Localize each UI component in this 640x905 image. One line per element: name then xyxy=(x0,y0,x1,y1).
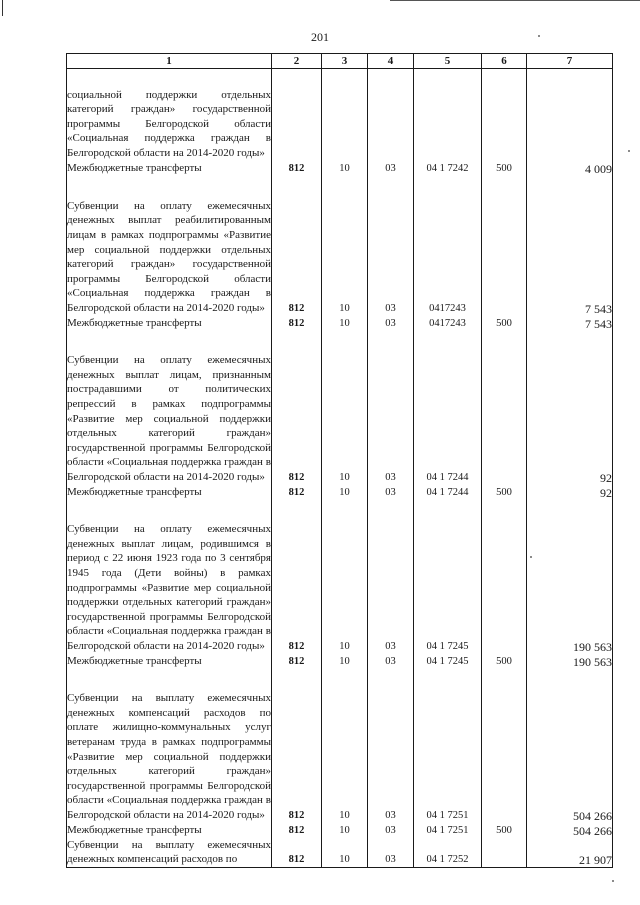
cell-subsection xyxy=(368,69,414,161)
cell-section: 10 xyxy=(322,316,368,331)
scan-speck xyxy=(612,880,614,882)
cell-expense-type xyxy=(482,331,527,485)
cell-amount: 7 543 xyxy=(527,176,613,316)
table-row xyxy=(67,176,613,316)
table-row xyxy=(67,500,613,654)
cell-section xyxy=(322,69,368,161)
cell-subsection: 03 xyxy=(368,316,414,331)
cell-target-article: 0417243 xyxy=(414,316,482,331)
cell-code: 812 xyxy=(272,654,322,669)
row-description: Межбюджетные трансферты xyxy=(67,823,272,838)
cell-expense-type xyxy=(482,669,527,823)
cell-target-article: 04 1 7252 xyxy=(414,838,482,868)
cell-code: 812 xyxy=(272,331,322,485)
row-description: социальной поддержки отдельных категорий граждан» государственной программы Белгородской области «Социальная поддержка граждан в Белгородской области на 2014-2020 годы» xyxy=(67,69,272,161)
table-row xyxy=(67,331,613,485)
row-description: Межбюджетные трансферты xyxy=(67,485,272,500)
table-row xyxy=(67,485,613,500)
column-header: 2 xyxy=(272,54,322,69)
cell-section: 10 xyxy=(322,500,368,654)
cell-amount: 21 907 xyxy=(527,838,613,868)
cell-expense-type: 500 xyxy=(482,161,527,176)
cell-code: 812 xyxy=(272,161,322,176)
cell-expense-type xyxy=(482,176,527,316)
scan-edge-line xyxy=(390,0,640,1)
page-number: 201 xyxy=(311,30,329,44)
cell-code: 812 xyxy=(272,823,322,838)
cell-amount: 92 xyxy=(527,331,613,485)
cell-subsection: 03 xyxy=(368,669,414,823)
budget-table xyxy=(66,53,613,868)
cell-section: 10 xyxy=(322,669,368,823)
cell-code: 812 xyxy=(272,485,322,500)
cell-subsection: 03 xyxy=(368,161,414,176)
table-row xyxy=(67,654,613,669)
row-description: Субвенции на выплату ежемесячных денежных компенсаций расходов по оплате жилищно-коммунальных услуг ветеранам труда в рамках подпрограммы «Развитие мер социальной поддержки отдельных категорий граждан» государственной программы Белгородской области «Социальная поддержка граждан в Белгородской области на 2014-2020 годы» xyxy=(67,669,272,823)
cell-subsection: 03 xyxy=(368,838,414,868)
table-row xyxy=(67,316,613,331)
column-header: 6 xyxy=(482,54,527,69)
cell-amount: 190 563 xyxy=(527,500,613,654)
table-header-row xyxy=(67,54,613,69)
cell-code xyxy=(272,69,322,161)
row-description: Межбюджетные трансферты xyxy=(67,654,272,669)
cell-target-article: 0417243 xyxy=(414,176,482,316)
cell-section: 10 xyxy=(322,485,368,500)
cell-amount: 504 266 xyxy=(527,823,613,838)
cell-subsection: 03 xyxy=(368,500,414,654)
cell-code: 812 xyxy=(272,838,322,868)
cell-expense-type: 500 xyxy=(482,316,527,331)
cell-amount: 92 xyxy=(527,485,613,500)
cell-target-article: 04 1 7245 xyxy=(414,654,482,669)
row-description: Межбюджетные трансферты xyxy=(67,161,272,176)
cell-subsection: 03 xyxy=(368,823,414,838)
column-header: 4 xyxy=(368,54,414,69)
table-row xyxy=(67,161,613,176)
cell-target-article: 04 1 7245 xyxy=(414,500,482,654)
cell-expense-type xyxy=(482,838,527,868)
cell-expense-type xyxy=(482,69,527,161)
cell-subsection: 03 xyxy=(368,176,414,316)
cell-expense-type: 500 xyxy=(482,654,527,669)
cell-section: 10 xyxy=(322,654,368,669)
column-header: 1 xyxy=(67,54,272,69)
cell-amount xyxy=(527,69,613,161)
cell-amount: 190 563 xyxy=(527,654,613,669)
cell-section: 10 xyxy=(322,331,368,485)
cell-subsection: 03 xyxy=(368,331,414,485)
table-row xyxy=(67,823,613,838)
cell-target-article xyxy=(414,69,482,161)
cell-section: 10 xyxy=(322,823,368,838)
cell-target-article: 04 1 7244 xyxy=(414,331,482,485)
row-description: Межбюджетные трансферты xyxy=(67,316,272,331)
cell-target-article: 04 1 7244 xyxy=(414,485,482,500)
scan-edge-mark xyxy=(2,0,3,16)
cell-section: 10 xyxy=(322,176,368,316)
cell-section: 10 xyxy=(322,161,368,176)
cell-code: 812 xyxy=(272,500,322,654)
cell-subsection: 03 xyxy=(368,654,414,669)
table-row xyxy=(67,669,613,823)
cell-section: 10 xyxy=(322,838,368,868)
column-header: 3 xyxy=(322,54,368,69)
cell-target-article: 04 1 7251 xyxy=(414,823,482,838)
table-row xyxy=(67,69,613,161)
column-header: 7 xyxy=(527,54,613,69)
cell-target-article: 04 1 7242 xyxy=(414,161,482,176)
cell-amount: 4 009 xyxy=(527,161,613,176)
row-description: Субвенции на оплату ежемесячных денежных выплат лицам, признанным пострадавшими от политических репрессий в рамках подпрограммы «Развитие мер социальной поддержки отдельных категорий граждан» государственной программы Белгородской области «Социальная поддержка граждан в Белгородской области на 2014-2020 годы» xyxy=(67,331,272,485)
cell-expense-type: 500 xyxy=(482,485,527,500)
row-description: Субвенции на оплату ежемесячных денежных выплат реабилитированным лицам в рамках подпрограммы «Развитие мер социальной поддержки отдельных категорий граждан» государственной программы Белгородской области «Социальная поддержка граждан в Белгородской области на 2014-2020 годы» xyxy=(67,176,272,316)
table-row xyxy=(67,838,613,868)
cell-code: 812 xyxy=(272,176,322,316)
row-description: Субвенции на оплату ежемесячных денежных выплат лицам, родившимся в период с 22 июня 1923 года по 3 сентября 1945 года (Дети войны) в рамках подпрограммы «Развитие мер социальной поддержки отдельных категорий граждан» государственной программы Белгородской области «Социальная поддержка граждан в Белгородской области на 2014-2020 годы» xyxy=(67,500,272,654)
scan-speck xyxy=(628,150,630,152)
row-description: Субвенции на выплату ежемесячных денежных компенсаций расходов по xyxy=(67,838,272,868)
cell-amount: 504 266 xyxy=(527,669,613,823)
cell-expense-type: 500 xyxy=(482,823,527,838)
cell-code: 812 xyxy=(272,316,322,331)
cell-subsection: 03 xyxy=(368,485,414,500)
cell-code: 812 xyxy=(272,669,322,823)
cell-expense-type xyxy=(482,500,527,654)
column-header: 5 xyxy=(414,54,482,69)
cell-target-article: 04 1 7251 xyxy=(414,669,482,823)
cell-amount: 7 543 xyxy=(527,316,613,331)
